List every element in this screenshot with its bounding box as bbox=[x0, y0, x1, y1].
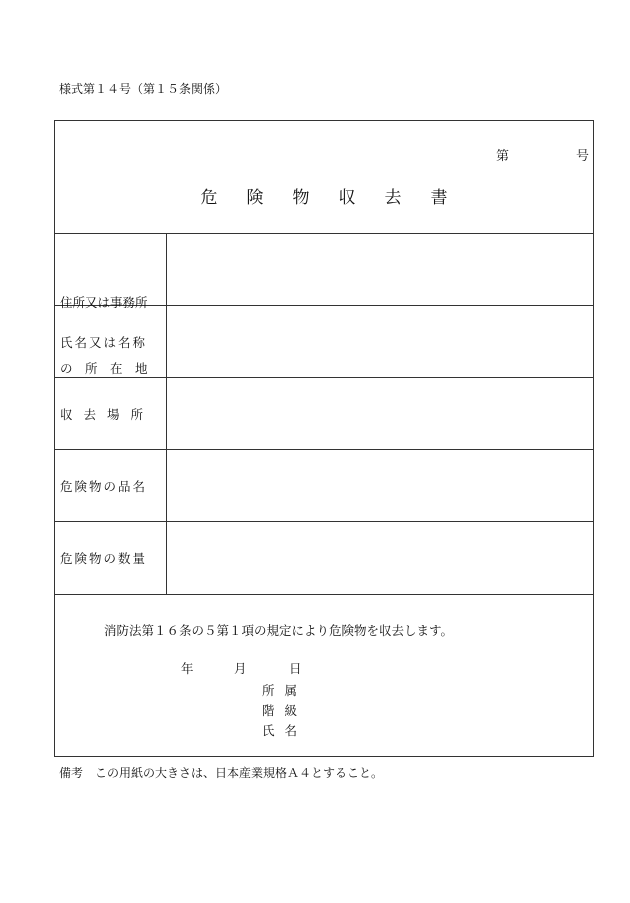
statement: 消防法第１６条の５第１項の規定により危険物を収去します。 bbox=[104, 623, 454, 638]
signature-affiliation: 所属 bbox=[262, 683, 308, 698]
divider bbox=[55, 233, 593, 234]
row-label-place: 収去場所 bbox=[60, 407, 155, 422]
signature-rank: 階級 bbox=[262, 703, 308, 718]
date-year: 年 bbox=[181, 661, 194, 676]
note: 備考 この用紙の大きさは、日本産業規格Ａ４とすること。 bbox=[59, 766, 384, 780]
row-label-name: 氏名又は名称 bbox=[60, 335, 148, 350]
row-label-item: 危険物の品名 bbox=[60, 479, 148, 494]
signature-name: 氏名 bbox=[262, 723, 308, 738]
form-code: 様式第１４号（第１５条関係） bbox=[59, 82, 228, 96]
label-column-divider bbox=[166, 233, 167, 594]
divider bbox=[55, 594, 593, 595]
date-month: 月 bbox=[234, 661, 247, 676]
form-frame bbox=[54, 120, 594, 757]
row-label-address-line1: 住所又は事務所 bbox=[60, 295, 148, 310]
date-day: 日 bbox=[289, 661, 302, 676]
row-label-address-line2: の 所 在 地 bbox=[60, 361, 148, 376]
divider bbox=[55, 521, 593, 522]
row-label-quantity: 危険物の数量 bbox=[60, 551, 148, 566]
number-suffix: 号 bbox=[575, 149, 589, 164]
divider bbox=[55, 449, 593, 450]
number-prefix: 第 bbox=[495, 149, 509, 164]
form-title: 危険物収去書 bbox=[200, 188, 477, 208]
